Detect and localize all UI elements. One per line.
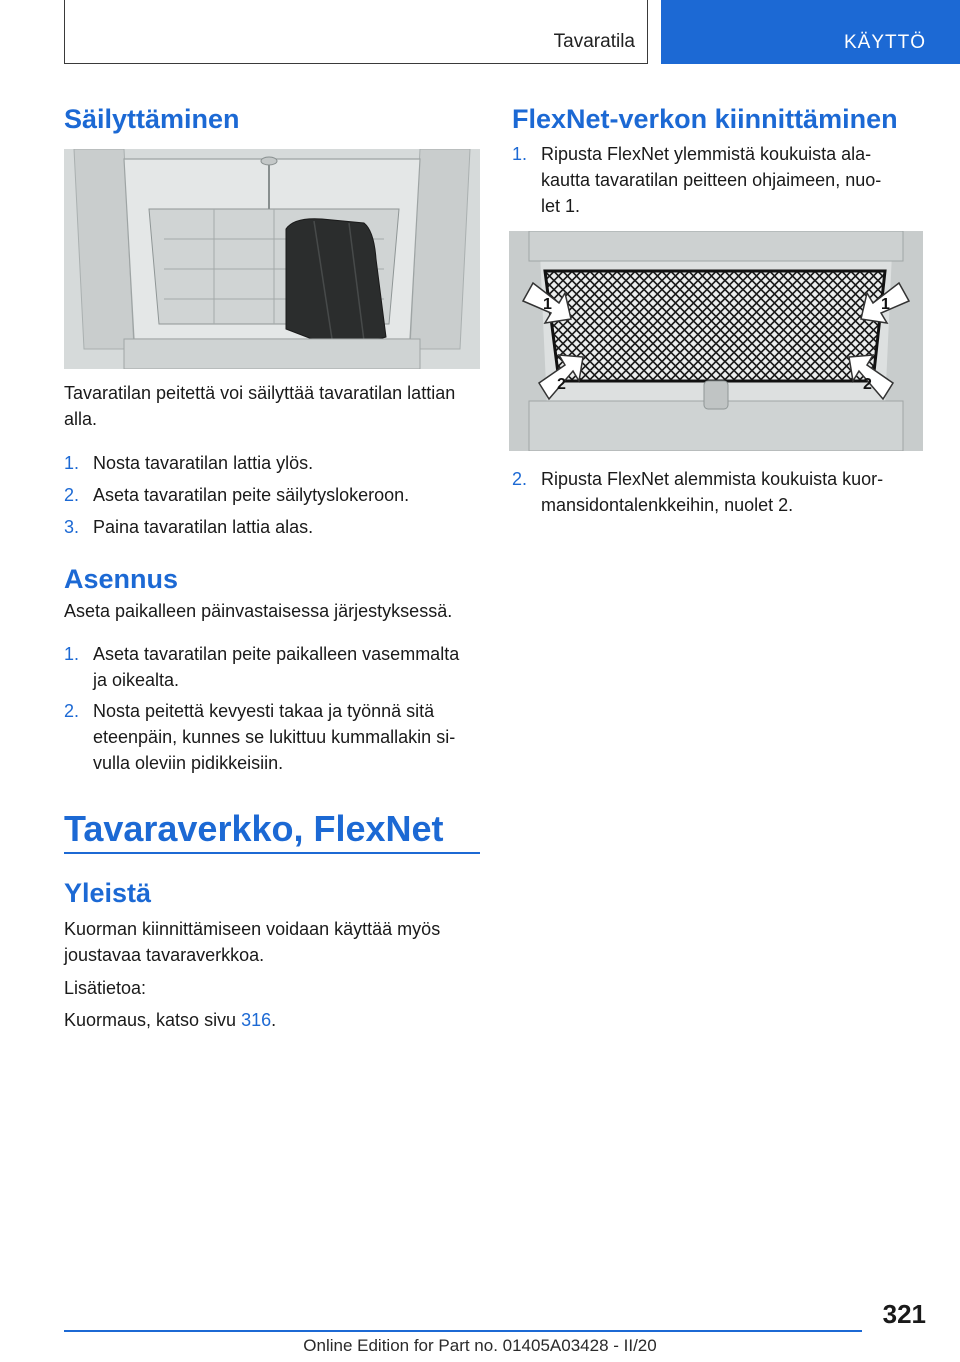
install-heading: Asennus xyxy=(64,564,179,594)
storage-caption-line-1: Tavaratilan peitettä voi säilyttää tavaratilan lattian xyxy=(64,383,456,403)
step-number: 3. xyxy=(64,517,80,537)
footer-rule xyxy=(64,1330,862,1332)
chapter-heading-rule xyxy=(64,852,480,854)
reference-end: . xyxy=(271,1010,277,1030)
step-text-line-2: kautta tavaratilan peitteen ohjaimeen, nuo- xyxy=(541,170,882,190)
header-chapter-label: KÄYTTÖ xyxy=(843,32,926,53)
step-number: 1. xyxy=(64,644,80,664)
more-info-label: Lisätietoa: xyxy=(64,978,147,998)
footer-edition: Online Edition for Part no. 01405A03428 - II/20 xyxy=(303,1336,657,1355)
step-text-line-3: let 1. xyxy=(541,196,581,216)
flexnet-drawing xyxy=(509,231,923,451)
general-heading: Yleistä xyxy=(64,878,152,908)
general-text-line-1: Kuorman kiinnittämiseen voidaan käyttää myös xyxy=(64,919,441,939)
step-number: 2. xyxy=(64,701,80,721)
step-text-line-1: Nosta peitettä kevyesti takaa ja työnnä sitä xyxy=(93,701,435,721)
step-text-line-2: eteenpäin, kunnes se lukittuu kummallakin si- xyxy=(93,727,456,747)
step-text-line-1: Ripusta FlexNet alemmista koukuista kuor- xyxy=(541,469,884,489)
arrow-label: 2 xyxy=(863,376,872,393)
arrow-label: 1 xyxy=(881,296,890,313)
header-section-label: Tavaratila xyxy=(553,31,635,52)
trunk-storage-drawing xyxy=(64,149,480,369)
reference-text: Kuormaus, katso sivu xyxy=(64,1010,242,1030)
step-text: Nosta tavaratilan lattia ylös. xyxy=(93,453,314,473)
storage-caption-line-2: alla. xyxy=(64,409,98,429)
step-number: 2. xyxy=(64,485,80,505)
step-number: 2. xyxy=(512,469,528,489)
flexnet-illustration xyxy=(509,231,923,451)
step-text-line-3: vulla oleviin pidikkeisiin. xyxy=(93,753,284,773)
trunk-storage-illustration xyxy=(64,149,480,369)
flexnet-heading: FlexNet-verkon kiinnittäminen xyxy=(512,104,898,134)
step-text-line-1: Aseta tavaratilan peite paikalleen vasemmalta xyxy=(93,644,460,664)
step-text-line-1: Ripusta FlexNet ylemmistä koukuista ala- xyxy=(541,144,872,164)
chapter-heading: Tavaraverkko, FlexNet xyxy=(64,808,444,849)
install-text: Aseta paikalleen päinvastaisessa järjestyksessä. xyxy=(64,601,453,621)
page-reference xyxy=(64,1007,276,1033)
header-section-box xyxy=(64,0,648,64)
step-text-line-2: mansidontalenkkeihin, nuolet 2. xyxy=(541,495,794,515)
reference-page-link[interactable]: 316 xyxy=(241,1010,272,1030)
page-number: 321 xyxy=(882,1299,926,1329)
step-number: 1. xyxy=(512,144,528,164)
step-number: 1. xyxy=(64,453,80,473)
header-chapter-tab xyxy=(661,0,960,64)
general-text-line-2: joustavaa tavaraverkkoa. xyxy=(64,945,265,965)
arrow-label: 2 xyxy=(557,376,566,393)
storage-heading: Säilyttäminen xyxy=(64,104,240,134)
step-text-line-2: ja oikealta. xyxy=(93,670,180,690)
arrow-label: 1 xyxy=(543,296,552,313)
step-text: Aseta tavaratilan peite säilytyslokeroon. xyxy=(93,485,410,505)
step-text: Paina tavaratilan lattia alas. xyxy=(93,517,314,537)
